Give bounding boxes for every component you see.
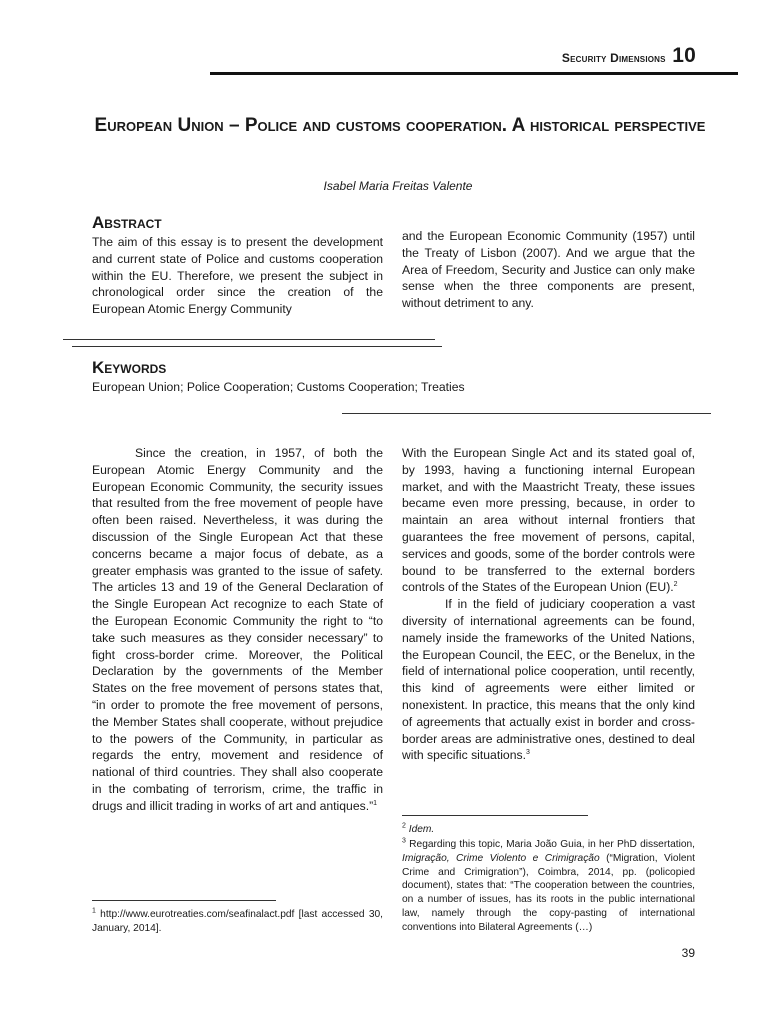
body-paragraph: With the European Single Act and its stated goal of, by 1993, having a functioning internal European market, and with the Maastricht Treaty, these issues became even more pressing, because, in order to maintain an area without internal frontiers that guarantees the free movement of persons, capital, services and goods, some of the border controls were bound to be transferred to the external borders controls of the States of the European Union (EU).$^2$	[402, 446, 695, 595]
keywords-heading: Keywords	[92, 358, 167, 377]
issue-number: 10	[672, 44, 696, 67]
footnote-2: $^2$ Idem.	[402, 822, 435, 835]
body-paragraph: Since the creation, in 1957, of both the European Atomic Energy Community and the European Economic Community, the security issues that resulted from the free movement of people have often been raised. Nevertheless, it was during the discussion of the Single European Act that these concerns became a major focus of debate, as a greater emphasis was granted to the issue of safety. The articles 13 and 19 of the General Declaration of the Single European Act recognize to each State of the European Economic Community the right to “to take such measures as they consider necessary” to fight cross-border crime. Moreover, the Political Declaration by the governments of the Member States on the free movement of persons states that, “in order to promote the free movement of persons, the Member States shall cooperate, without prejudice to the powers of the Community, in particular as regards the entry, movement and residence of national of third countries. They shall also cooperate in the combating of terrorism, crime, the traffic in drugs and illicit trading in works of art and antiques.”$^1$	[92, 446, 383, 813]
article-title: European Union – Police and customs cooperation. A historical perspective	[94, 115, 706, 136]
body-column-right	[402, 445, 695, 764]
running-header	[562, 44, 696, 68]
page-number: 39	[681, 946, 695, 960]
body-paragraph: If in the field of judiciary cooperation a vast diversity of international agreements can be found, namely inside the frameworks of the United Nations, the European Council, the EEC, or the Benelux, in the field of international police cooperation, until recently, this kind of agreements were either limited or nonexistent. In practice, this means that the only kind of agreements that actually exist in border and cross-border areas are administrative ones, destined to deal with specific situations.$^3$	[402, 597, 695, 763]
header-rule	[210, 72, 738, 75]
footnote-ref[interactable]: 3	[525, 749, 530, 757]
footnote-3: $^3$ Regarding this topic, Maria João Guia, in her PhD dissertation, Imigração, Crime Violento e Crimigração (“Migration, Violent Crime and Crimigration”), Coimbra, 2014, pp. (policopied document), states that: “The cooperation between the countries, on a number of issues, has its roots in the public international law, namely through the copy-pasting of international conventions into Bilateral Agreements (…)	[402, 837, 696, 933]
body-column-left	[92, 445, 383, 815]
abstract-rule-thin	[63, 339, 435, 340]
keywords-text: European Union; Police Cooperation; Customs Cooperation; Treaties	[92, 380, 465, 394]
abstract-text-col1: The aim of this essay is to present the development and current state of Police and customs cooperation within the EU. Therefore, we present the subject in chronological order since the creation of the European Atomic Energy Community	[92, 235, 383, 317]
abstract-rule	[72, 346, 442, 347]
journal-name: Security Dimensions	[561, 51, 666, 65]
keywords-rule	[342, 413, 711, 414]
footnote-ref[interactable]: 2	[673, 581, 678, 589]
footnote-rule	[92, 900, 276, 901]
footnote-ref[interactable]: 1	[373, 799, 378, 807]
author-name: Isabel Maria Freitas Valente	[323, 179, 473, 193]
footnote-1: $^1$ http://www.eurotreaties.com/seafinalact.pdf [last accessed 30, January, 2014].	[92, 907, 383, 934]
footnote-rule	[402, 815, 588, 816]
abstract-text-col2: and the European Economic Community (1957) until the Treaty of Lisbon (2007). And we argue that the Area of Freedom, Security and Justice can only make sense when the three components are present, without detriment to any.	[402, 229, 695, 311]
abstract-heading: Abstract	[92, 213, 162, 232]
footnote-link[interactable]: http://www.eurotreaties.com/seafinalact.pdf [last accessed 30, January, 2014].	[92, 909, 383, 934]
